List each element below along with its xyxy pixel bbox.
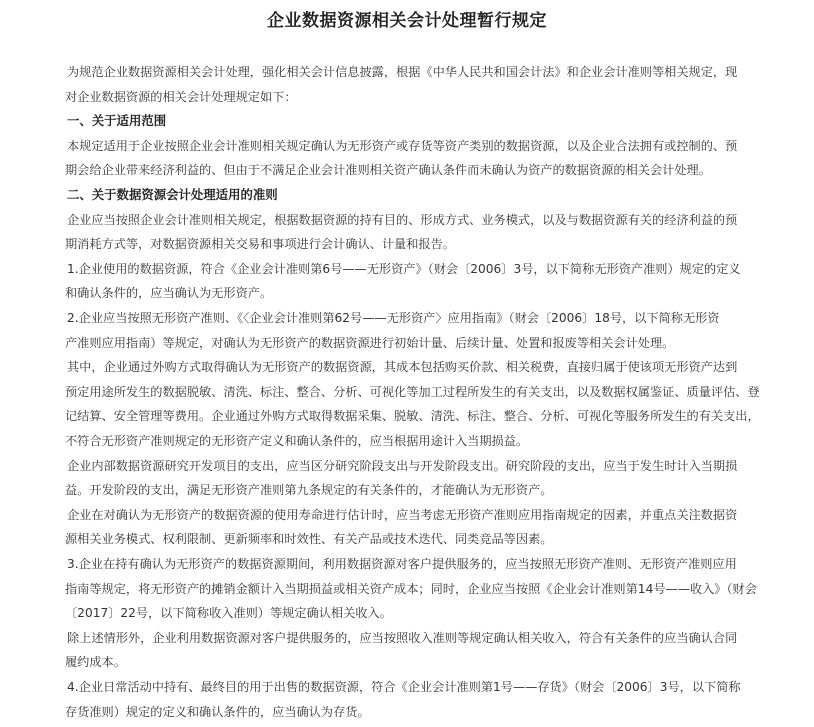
paragraph-line: 企业在对确认为无形资产的数据资源的使用寿命进行估计时，应当考虑无形资产准则应用指南规定的因素，并重点关注数据资 [67, 507, 738, 522]
paragraph-line: 产准则应用指南）等规定，对确认为无形资产的数据资源进行初始计量、后续计量、处置和报废等相关会计处理。 [65, 335, 675, 350]
paragraph-line: 存货准则）规定的定义和确认条件的，应当确认为存货。 [65, 704, 370, 719]
paragraph-line: 1.企业使用的数据资源，符合《企业会计准则第6号——无形资产》（财会〔2006〕3号，以下简称无形资产准则）规定的定义 [67, 261, 741, 276]
paragraph-line: 不符合无形资产准则规定的无形资产定义和确认条件的，应当根据用途计入当期损益。 [65, 434, 529, 448]
paragraph-line: 和确认条件的，应当确认为无形资产。 [65, 286, 273, 301]
paragraph-line: 为规范企业数据资源相关会计处理，强化相关会计信息披露，根据《中华人民共和国会计法》和企业会计准则等相关规定，现 [67, 65, 738, 79]
paragraph-line: 其中，企业通过外购方式取得确认为无形资产的数据资源，其成本包括购买价款、相关税费，直接归属于使该项无形资产达到 [67, 360, 738, 375]
section-heading-text: 二、关于数据资源会计处理适用的准则 [67, 187, 278, 202]
paragraph-line: 源相关业务模式、权利限制、更新频率和时效性、有关产品或技术迭代、同类竞品等因素。 [65, 532, 553, 547]
section-heading-text: 一、关于适用范围 [67, 113, 167, 129]
paragraph-line: 企业内部数据资源研究开发项目的支出，应当区分研究阶段支出与开发阶段支出。研究阶段的支出，应当于发生时计入当期损 [67, 458, 738, 473]
paragraph-line: 预定用途所发生的数据脱敏、清洗、标注、整合、分析、可视化等加工过程所发生的有关支出，以及数据权属鉴证、质量评估、登 [65, 384, 760, 399]
paragraph-line: 期会给企业带来经济利益的、但由于不满足企业会计准则相关资产确认条件而未确认为资产的数据资源的相关会计处理。 [65, 163, 711, 178]
paragraph-line: 2.企业应当按照无形资产准则、《〈企业会计准则第62号——无形资产〉应用指南》（财会〔2006〕18号，以下简称无形资 [67, 311, 720, 325]
paragraph-line: 企业应当按照企业会计准则相关规定，根据数据资源的持有目的、形成方式、业务模式，以及与数据资源有关的经济利益的预 [67, 212, 738, 227]
document-title: 企业数据资源相关会计处理暂行规定 [267, 11, 547, 31]
paragraph-line: 对企业数据资源的相关会计处理规定如下： [65, 89, 297, 104]
paragraph-line: 益。开发阶段的支出，满足无形资产准则第九条规定的有关条件的，才能确认为无形资产。 [65, 483, 553, 498]
paragraph-line: 〔2017〕22号，以下简称收入准则）等规定确认相关收入。 [65, 606, 392, 621]
paragraph-line: 指南等规定，将无形资产的摊销金额计入当期损益或相关资产成本；同时，企业应当按照《企业会计准则第14号——收入》（财会 [65, 581, 757, 596]
paragraph-line: 除上述情形外，企业利用数据资源对客户提供服务的，应当按照收入准则等规定确认相关收入，符合有关条件的应当确认合同 [67, 630, 738, 645]
paragraph-line: 履约成本。 [65, 655, 126, 670]
paragraph-line: 3.企业在持有确认为无形资产的数据资源期间，利用数据资源对客户提供服务的，应当按照无形资产准则、无形资产准则应用 [67, 557, 737, 571]
paragraph-line: 4.企业日常活动中持有、最终目的用于出售的数据资源，符合《企业会计准则第1号——存货》（财会〔2006〕3号，以下简称 [67, 680, 741, 694]
paragraph-line: 期消耗方式等，对数据资源相关交易和事项进行会计确认、计量和报告。 [65, 237, 455, 252]
paragraph-line: 记结算、安全管理等费用。企业通过外购方式取得数据采集、脱敏、清洗、标注、整合、分析、可视化等服务所发生的有关支出， [65, 409, 760, 424]
paragraph-line: 本规定适用于企业按照企业会计准则相关规定确认为无形资产或存货等资产类别的数据资源，以及企业合法拥有或控制的、预 [67, 138, 738, 153]
